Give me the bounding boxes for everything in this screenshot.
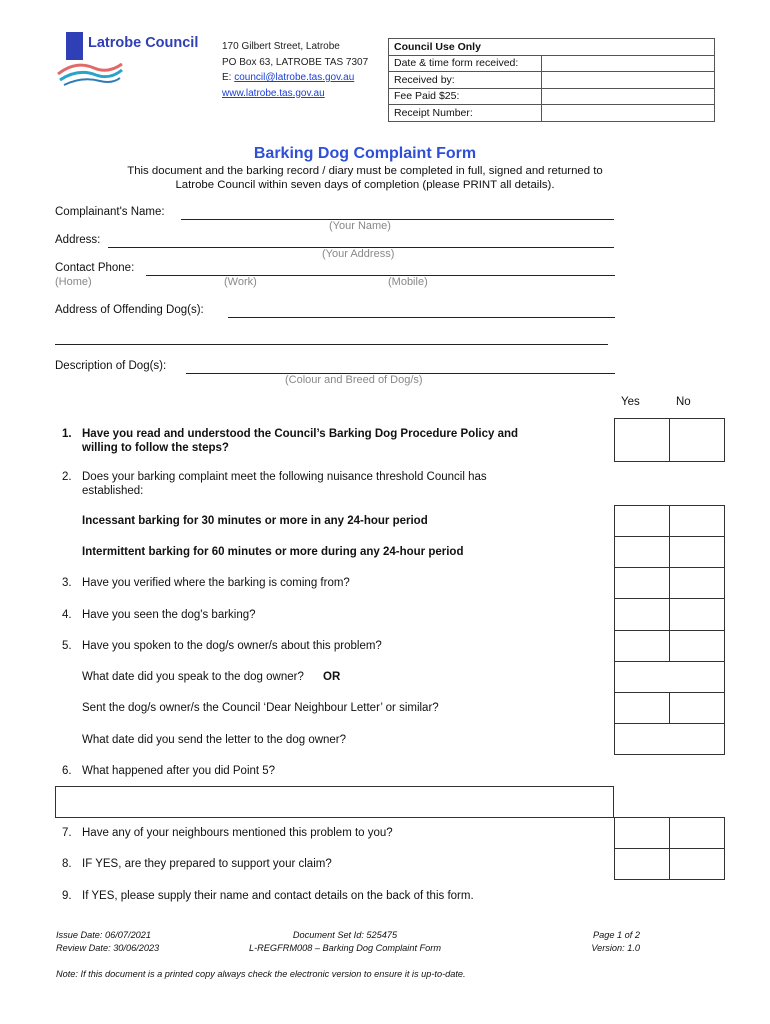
complainant-name-field[interactable] xyxy=(181,219,614,220)
question-text: Have you seen the dog's barking? xyxy=(82,609,256,621)
footer-document-info xyxy=(200,929,490,955)
dog-description-label: Description of Dog(s): xyxy=(55,360,167,372)
q5b-yes-box[interactable] xyxy=(614,692,670,724)
question-text: What happened after you did Point 5? xyxy=(82,765,276,777)
question-1 xyxy=(62,427,519,454)
question-number: 1. xyxy=(62,428,72,440)
email-prefix: E: xyxy=(222,72,235,83)
address-line: 170 Gilbert Street, Latrobe xyxy=(222,41,340,52)
question-5b: Sent the dog/s owner/s the Council ‘Dear Neighbour Letter’ or similar? xyxy=(82,702,439,714)
question-text: established: xyxy=(82,485,144,497)
question-5c: What date did you send the letter to the dog owner? xyxy=(82,734,347,746)
q2b-no-box[interactable] xyxy=(669,536,725,568)
review-date: Review Date: 30/06/2023 xyxy=(56,943,160,953)
website-line xyxy=(222,86,368,102)
question-7 xyxy=(62,826,393,840)
question-text: Have you verified where the barking is coming from? xyxy=(82,577,350,589)
q5b-no-box[interactable] xyxy=(669,692,725,724)
council-use-label: Date & time form received: xyxy=(389,55,542,72)
offending-dog-address-field[interactable] xyxy=(228,317,615,318)
email-line xyxy=(222,70,368,86)
q3-no-box[interactable] xyxy=(669,567,725,599)
point-5-outcome-field[interactable] xyxy=(55,786,614,818)
question-number: 2. xyxy=(62,471,72,483)
email-link[interactable]: council@latrobe.tas.gov.au xyxy=(234,72,355,83)
question-number: 4. xyxy=(62,609,72,621)
question-text: What date did you speak to the dog owner? xyxy=(82,671,304,683)
home-hint: (Home) xyxy=(55,276,92,288)
question-text: Have any of your neighbours mentioned this problem to you? xyxy=(82,827,393,839)
or-label: OR xyxy=(323,671,341,683)
council-use-table xyxy=(388,38,715,122)
logo-org-name: Latrobe Council xyxy=(88,35,199,51)
council-use-label: Receipt Number: xyxy=(389,105,542,122)
yes-column-header: Yes xyxy=(621,396,640,408)
question-text: Have you read and understood the Council’s Barking Dog Procedure Policy and xyxy=(82,428,519,440)
intro-line: This document and the barking record / diary must be completed in full, signed and returned to xyxy=(127,165,603,177)
document-code: L-REGFRM008 – Barking Dog Complaint Form xyxy=(249,943,441,953)
question-6 xyxy=(62,764,276,778)
council-address-block xyxy=(222,39,368,101)
question-9 xyxy=(62,889,474,903)
work-hint: (Work) xyxy=(224,276,257,288)
q1-yes-box[interactable] xyxy=(614,418,670,462)
intro-line: Latrobe Council within seven days of completion (please PRINT all details). xyxy=(175,179,555,191)
q8-no-box[interactable] xyxy=(669,848,725,880)
q4-no-box[interactable] xyxy=(669,598,725,631)
address-line: PO Box 63, LATROBE TAS 7307 xyxy=(222,56,369,68)
question-text: IF YES, are they prepared to support your claim? xyxy=(82,858,332,870)
question-text: Have you spoken to the dog/s owner/s about this problem? xyxy=(82,640,382,652)
footer-note: Note: If this document is a printed copy always check the electronic version to ensure it is up-to-date. xyxy=(56,969,466,979)
question-number: 8. xyxy=(62,858,72,870)
address-label: Address: xyxy=(55,234,101,246)
question-number: 7. xyxy=(62,827,72,839)
q7-no-box[interactable] xyxy=(669,817,725,849)
footer-page-info xyxy=(560,929,640,955)
question-2a: Incessant barking for 30 minutes or more in any 24-hour period xyxy=(82,515,428,527)
question-4 xyxy=(62,608,256,622)
question-text: Does your barking complaint meet the following nuisance threshold Council has xyxy=(82,471,487,483)
q2b-yes-box[interactable] xyxy=(614,536,670,568)
offending-dog-address-field-2[interactable] xyxy=(55,344,608,345)
q5-yes-box[interactable] xyxy=(614,630,670,662)
colour-breed-hint: (Colour and Breed of Dog/s) xyxy=(285,374,423,386)
mobile-hint: (Mobile) xyxy=(388,276,428,288)
council-use-heading: Council Use Only xyxy=(389,39,715,56)
question-number: 5. xyxy=(62,640,72,652)
form-title: Barking Dog Complaint Form xyxy=(253,145,477,162)
q8-yes-box[interactable] xyxy=(614,848,670,880)
council-use-field[interactable] xyxy=(542,88,715,105)
q5a-date-box[interactable] xyxy=(614,661,725,693)
question-text: If YES, please supply their name and contact details on the back of this form. xyxy=(82,890,474,902)
council-use-label: Received by: xyxy=(389,72,542,89)
q3-yes-box[interactable] xyxy=(614,567,670,599)
website-link[interactable]: www.latrobe.tas.gov.au xyxy=(222,87,325,99)
q2a-no-box[interactable] xyxy=(669,505,725,537)
logo-waves-icon xyxy=(56,56,126,88)
your-name-hint: (Your Name) xyxy=(329,220,391,232)
q2a-yes-box[interactable] xyxy=(614,505,670,537)
question-5 xyxy=(62,639,382,653)
question-number: 3. xyxy=(62,577,72,589)
question-2b: Intermittent barking for 60 minutes or more during any 24-hour period xyxy=(82,546,464,558)
question-8 xyxy=(62,857,332,871)
question-number: 6. xyxy=(62,765,72,777)
question-number: 9. xyxy=(62,890,72,902)
document-set-id: Document Set Id: 525475 xyxy=(292,930,398,940)
council-use-field[interactable] xyxy=(542,72,715,89)
council-logo xyxy=(56,30,206,90)
q7-yes-box[interactable] xyxy=(614,817,670,849)
question-2 xyxy=(62,470,487,497)
q4-yes-box[interactable] xyxy=(614,598,670,631)
contact-phone-field[interactable] xyxy=(146,275,615,276)
council-use-label: Fee Paid $25: xyxy=(389,88,542,105)
your-address-hint: (Your Address) xyxy=(322,248,395,260)
council-use-field[interactable] xyxy=(542,55,715,72)
complainant-name-label: Complainant's Name: xyxy=(55,206,165,218)
q5c-date-box[interactable] xyxy=(614,723,725,755)
page-number: Page 1 of 2 xyxy=(593,930,640,940)
footer-dates xyxy=(56,929,159,955)
question-3 xyxy=(62,576,350,590)
question-5a xyxy=(82,670,340,684)
offending-dog-address-label: Address of Offending Dog(s): xyxy=(55,304,204,316)
no-column-header: No xyxy=(676,396,691,408)
council-use-field[interactable] xyxy=(542,105,715,122)
q5-no-box[interactable] xyxy=(669,630,725,662)
contact-phone-label: Contact Phone: xyxy=(55,262,135,274)
q1-no-box[interactable] xyxy=(669,418,725,462)
form-intro xyxy=(60,164,670,192)
version: Version: 1.0 xyxy=(591,943,640,953)
question-text: willing to follow the steps? xyxy=(82,442,229,454)
issue-date: Issue Date: 06/07/2021 xyxy=(56,930,152,940)
